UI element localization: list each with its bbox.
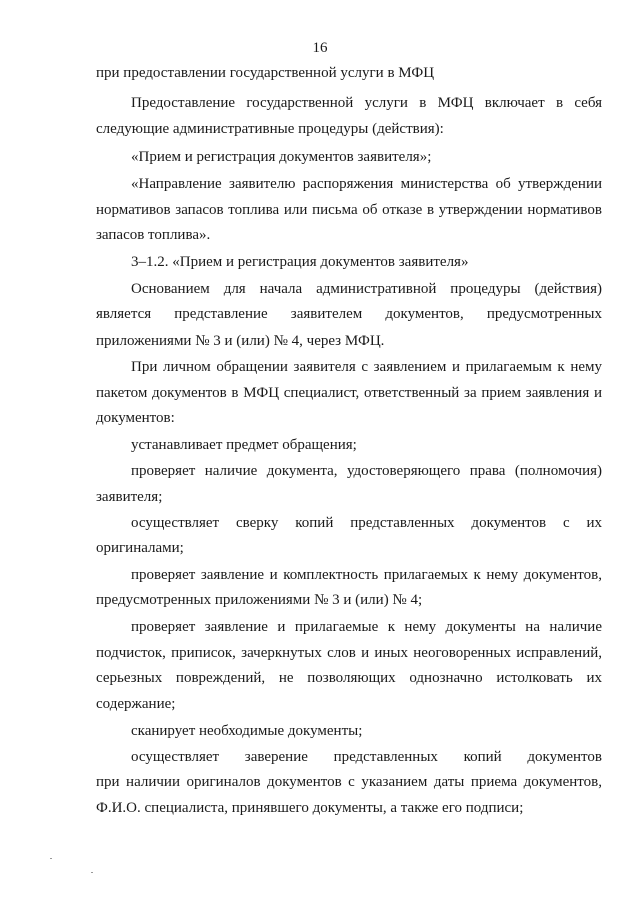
text-line: осуществляет сверку копий представленных документов с их xyxy=(131,515,602,531)
text-line: является представление заявителем документов, предусмотренных xyxy=(96,306,602,322)
section-heading: 3–1.2. «Прием и регистрация документов заявителя» xyxy=(131,254,469,270)
text-line: приложениями № 3 и (или) № 4, через МФЦ. xyxy=(96,333,385,349)
page-number: 16 xyxy=(312,40,328,56)
text-line: при наличии оригиналов документов с указанием даты приема документов, xyxy=(96,774,602,790)
text-line: Основанием для начала административной процедуры (действия) xyxy=(131,281,602,297)
text-line: осуществляет заверение представленных копий документов xyxy=(131,749,602,765)
text-line: нормативов запасов топлива или письма об отказе в утверждении нормативов xyxy=(96,202,602,218)
text-line: Предоставление государственной услуги в МФЦ включает в себя xyxy=(131,95,602,111)
text-line: предусмотренных приложениями № 3 и (или) № 4; xyxy=(96,592,423,608)
scan-speck xyxy=(91,872,93,873)
scan-speck xyxy=(50,858,52,859)
text-line: содержание; xyxy=(96,696,176,712)
text-line: «Направление заявителю распоряжения министерства об утверждении xyxy=(131,176,602,192)
text-line: сканирует необходимые документы; xyxy=(131,723,363,739)
text-line: оригиналами; xyxy=(96,540,184,556)
text-line: запасов топлива». xyxy=(96,227,211,243)
text-line: проверяет наличие документа, удостоверяющего права (полномочия) xyxy=(131,463,602,479)
text-line: устанавливает предмет обращения; xyxy=(131,437,357,453)
text-line: «Прием и регистрация документов заявителя»; xyxy=(131,149,432,165)
text-line: проверяет заявление и прилагаемые к нему документы на наличие xyxy=(131,619,602,635)
text-line: При личном обращении заявителя с заявлением и прилагаемым к нему xyxy=(131,359,602,375)
text-line: проверяет заявление и комплектность прилагаемых к нему документов, xyxy=(131,567,602,583)
text-line: следующие административные процедуры (действия): xyxy=(96,121,444,137)
text-line: Ф.И.О. специалиста, принявшего документы, а также его подписи; xyxy=(96,800,524,816)
text-line: заявителя; xyxy=(96,489,163,505)
text-line: документов: xyxy=(96,410,175,426)
text-line: при предоставлении государственной услуги в МФЦ xyxy=(96,65,435,81)
text-line: подчисток, приписок, зачеркнутых слов и иных неоговоренных исправлений, xyxy=(96,645,602,661)
text-line: серьезных повреждений, не позволяющих однозначно истолковать их xyxy=(96,670,602,686)
text-line: пакетом документов в МФЦ специалист, ответственный за прием заявления и xyxy=(96,385,602,401)
